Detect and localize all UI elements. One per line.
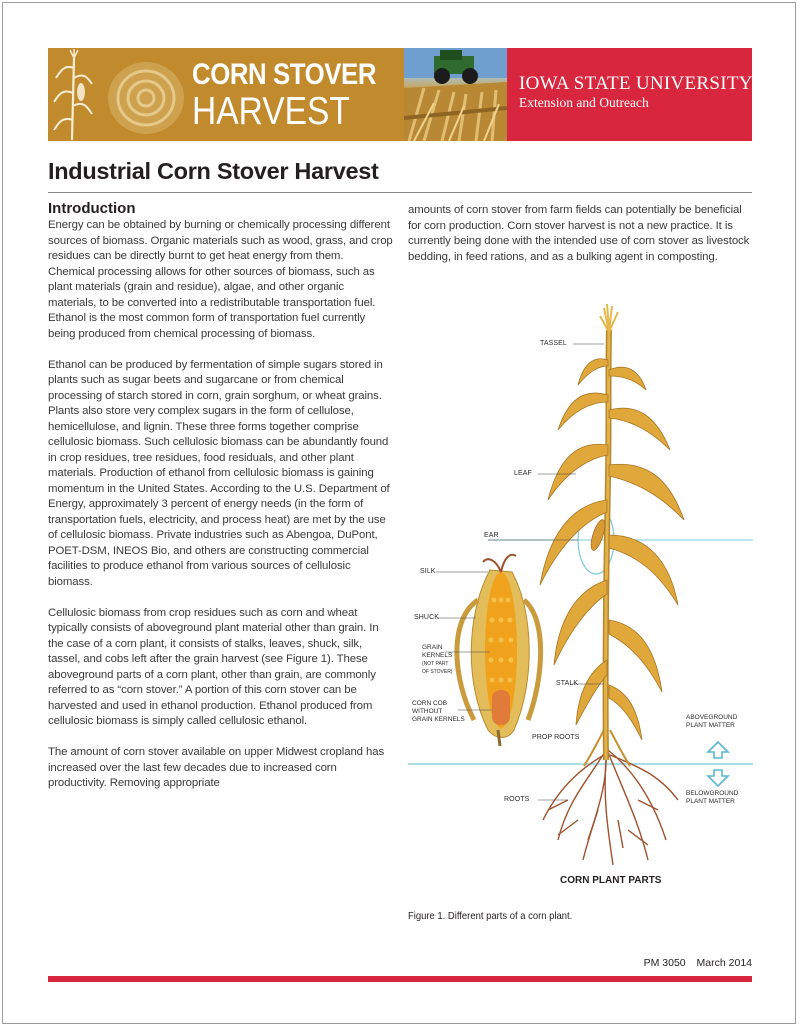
label-belowground xyxy=(686,790,738,806)
label-above-line1: ABOVEGROUND xyxy=(686,714,738,721)
publication-info xyxy=(636,957,752,969)
label-grain-kernels xyxy=(422,644,452,676)
figure-caption: Figure 1. Different parts of a corn plant. xyxy=(408,910,573,922)
label-shuck: SHUCK xyxy=(414,614,440,621)
program-title-line2: HARVEST xyxy=(192,90,350,133)
paragraph: The amount of corn stover available on upper Midwest cropland has increased over the last few decades due to increased corn productivity. Removing appropriate xyxy=(48,746,385,789)
label-below-line2: PLANT MATTER xyxy=(686,798,735,805)
label-leaf: LEAF xyxy=(514,470,532,477)
corn-plant-figure xyxy=(408,300,753,900)
university-name: IOWA STATE UNIVERSITY xyxy=(519,73,753,94)
label-grain-line2: KERNELS xyxy=(422,652,453,659)
corn-plant-illustration xyxy=(408,300,753,900)
extension-name: Extension and Outreach xyxy=(519,95,649,110)
publication-date: March 2014 xyxy=(696,957,752,969)
label-stalk: STALK xyxy=(556,680,579,687)
university-panel xyxy=(507,48,752,141)
footer-bar xyxy=(48,976,752,982)
label-cob-line1: CORN COB xyxy=(412,700,448,707)
figure-title: CORN PLANT PARTS xyxy=(560,875,662,886)
tractor-photo xyxy=(404,48,507,141)
label-ear: EAR xyxy=(484,532,499,539)
label-tassel: TASSEL xyxy=(540,340,567,347)
left-column xyxy=(48,199,393,807)
label-grain-note1: (NOT PART xyxy=(422,661,449,667)
label-below-line1: BELOWGROUND xyxy=(686,790,739,797)
label-grain-note2: OF STOVER) xyxy=(422,669,453,675)
label-above-line2: PLANT MATTER xyxy=(686,722,735,729)
label-cob-line3: GRAIN KERNELS xyxy=(412,716,465,723)
label-prop-roots: PROP ROOTS xyxy=(532,734,580,741)
header-banner xyxy=(48,48,752,141)
banner-gold-panel xyxy=(48,48,404,141)
section-heading-introduction: Introduction xyxy=(48,200,136,217)
label-corn-cob xyxy=(412,700,465,724)
corn-bale-illustration xyxy=(48,48,188,141)
document-title: Industrial Corn Stover Harvest xyxy=(48,158,379,184)
label-aboveground xyxy=(686,714,737,730)
paragraph: Ethanol can be produced by fermentation of simple sugars stored in plants such as sugar beets and sugarcane or from chemical processing of starch stored in corn, grain sorghum, or wheat grains. Plants also store very complex sugars in the form of cellulose, hemicellulose, and lignin. These three forms together comprise cellulosic biomass. Such cellulosic biomass can be abundantly found in crop residues, tree residues, food residuals, and other plant materials. Production of ethanol from cellulosic biomass is gaining momentum in the United States. According to the U.S. Department of Energy, approximately 3 percent of energy needs (in the form of transportation fuels, electricity, and process heat) are met by the use of cellulosic biomass. Private industries such as Abengoa, DuPont, POET-DSM, INEOS Bio, and others are constructing commercial facilities to produce ethanol from various sources of cellulosic biomass. xyxy=(48,358,390,588)
label-grain-line1: GRAIN xyxy=(422,644,443,651)
paragraph: Energy can be obtained by burning or chemically processing different sources of biomass. Organic materials such as wood, grass, and crop residues can be directly burnt to get heat energy from them. Chemical processing allows for other sources of biomass, such as plant materials (grain and residue), algae, and other organic materials, to be converted into a redistributable transportation fuel. Ethanol is the most common form of transportation fuel currently being produced from chemical processing of biomass. xyxy=(48,219,393,340)
paragraph: Cellulosic biomass from crop residues such as corn and wheat typically consists of aboveground plant material other than grain. In the case of a corn plant, it consists of stalks, leaves, shuck, silk, tassel, and cobs left after the grain harvest (see Figure 1). These aboveground parts of a corn plant, other than grain, are commonly referred to as “corn stover.” A portion of this corn stover can be harvested and used in ethanol production. Ethanol produced from cellulosic biomass is simply called cellulosic ethanol. xyxy=(48,606,379,727)
paragraph-continued: amounts of corn stover from farm fields can potentially be beneficial for corn production. Corn stover harvest is not a new practice. It is currently being done with the intended use of corn stover as livestock bedding, in feed rations, and as a bulking agent in composting. xyxy=(408,204,750,263)
title-divider xyxy=(48,192,752,193)
label-silk: SILK xyxy=(420,568,436,575)
program-title-line1: CORN STOVER xyxy=(192,58,377,91)
label-cob-line2: WITHOUT xyxy=(412,708,443,715)
label-roots: ROOTS xyxy=(504,796,530,803)
publication-number: PM 3050 xyxy=(643,957,686,969)
right-column xyxy=(408,203,753,281)
